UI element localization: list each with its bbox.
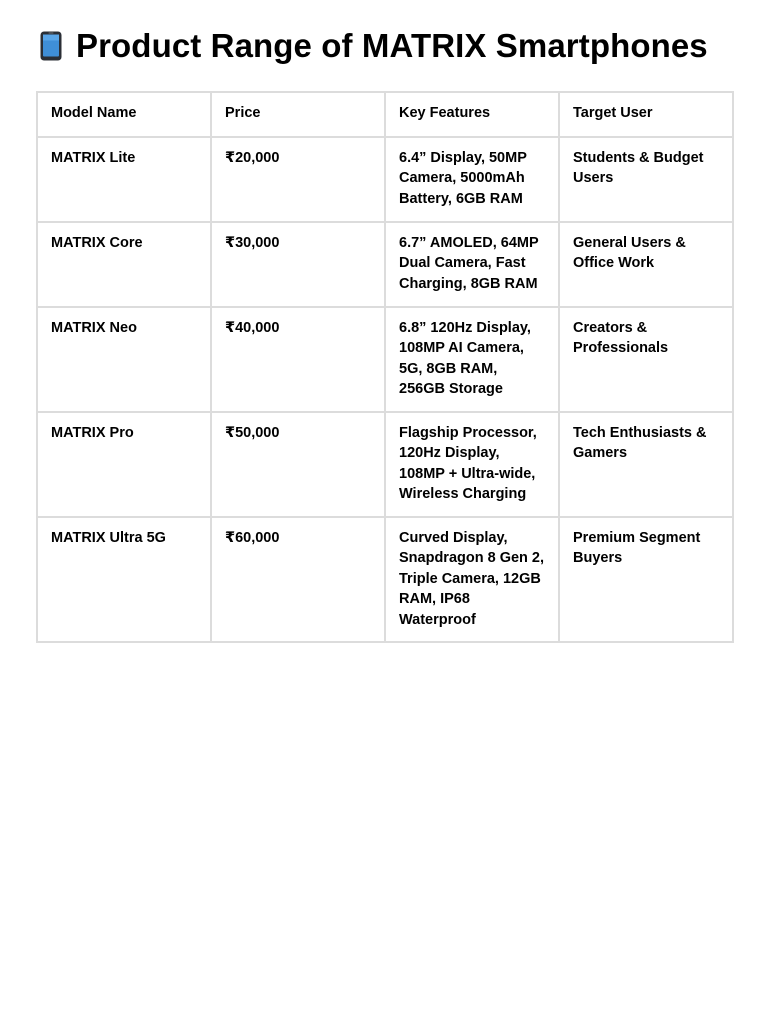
title-row xyxy=(36,0,732,91)
cell-target: General Users & Office Work xyxy=(559,222,733,307)
cell-target: Premium Segment Buyers xyxy=(559,517,733,642)
table-row xyxy=(37,137,733,222)
cell-model: MATRIX Pro xyxy=(37,412,211,517)
header-price: Price xyxy=(211,92,385,137)
table-row xyxy=(37,517,733,642)
product-table xyxy=(36,91,734,643)
header-target-user: Target User xyxy=(559,92,733,137)
header-key-features: Key Features xyxy=(385,92,559,137)
cell-model: MATRIX Neo xyxy=(37,307,211,412)
cell-target: Students & Budget Users xyxy=(559,137,733,222)
cell-price: ₹20,000 xyxy=(211,137,385,222)
cell-model: MATRIX Core xyxy=(37,222,211,307)
cell-features: Flagship Processor, 120Hz Display, 108MP + Ultra-wide, Wireless Charging xyxy=(385,412,559,517)
table-row xyxy=(37,412,733,517)
cell-target: Tech Enthusiasts & Gamers xyxy=(559,412,733,517)
mobile-phone-icon xyxy=(40,31,62,61)
header-model-name: Model Name xyxy=(37,92,211,137)
cell-price: ₹60,000 xyxy=(211,517,385,642)
table-header-row xyxy=(37,92,733,137)
cell-price: ₹40,000 xyxy=(211,307,385,412)
cell-model: MATRIX Lite xyxy=(37,137,211,222)
page-title: Product Range of MATRIX Smartphones xyxy=(76,27,708,64)
cell-model: MATRIX Ultra 5G xyxy=(37,517,211,642)
table-row xyxy=(37,222,733,307)
document xyxy=(36,0,732,643)
cell-features: Curved Display, Snapdragon 8 Gen 2, Triple Camera, 12GB RAM, IP68 Waterproof xyxy=(385,517,559,642)
cell-target: Creators & Professionals xyxy=(559,307,733,412)
cell-features: 6.8” 120Hz Display, 108MP AI Camera, 5G, 8GB RAM, 256GB Storage xyxy=(385,307,559,412)
cell-price: ₹50,000 xyxy=(211,412,385,517)
table-row xyxy=(37,307,733,412)
cell-price: ₹30,000 xyxy=(211,222,385,307)
cell-features: 6.4” Display, 50MP Camera, 5000mAh Battery, 6GB RAM xyxy=(385,137,559,222)
cell-features: 6.7” AMOLED, 64MP Dual Camera, Fast Charging, 8GB RAM xyxy=(385,222,559,307)
